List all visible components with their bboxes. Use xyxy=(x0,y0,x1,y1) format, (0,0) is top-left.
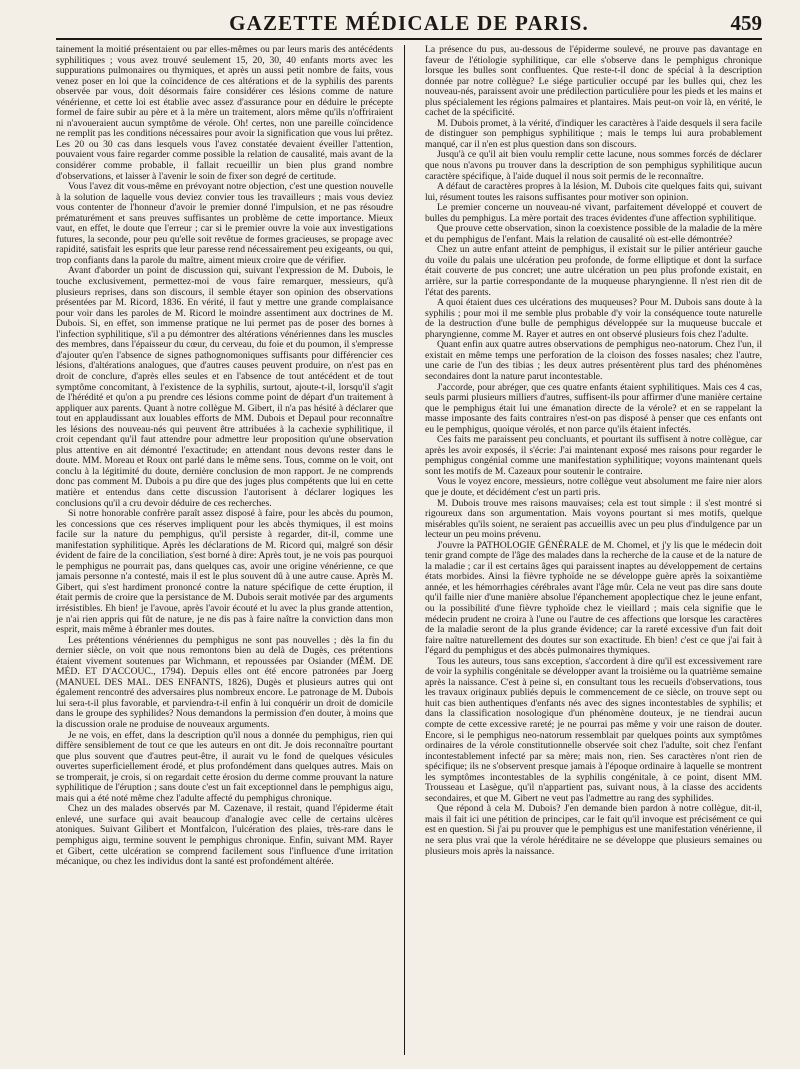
paragraph: J'accorde, pour abréger, que ces quatre enfants étaient syphilitiques. Mais ces 4 cas, seuls parmi plusieurs milliers d'autres, suffisent-ils pour affirmer d'une manière certaine que le pemphigus était lui une émanation directe de la vérole? et en se rappelant la masse imposante des faits contraires n'est-on pas disposé à penser que ces enfants ont eu le pemphigus, quoique vérolés, et non parce qu'ils étaient infectés. xyxy=(425,381,762,435)
paragraph: Vous l'avez dit vous-même en prévoyant notre objection, c'est une question nouvelle à la solution de laquelle vous deviez convier tous les travailleurs ; mais vous deviez vous contenter de l'honneur d'avoir le premier donné l'impulsion, et ne pas résoudre prématurément et sans preuves suffisantes un problème de cette importance. Mieux vaut, en effet, le doute que l'erreur ; car si le premier ouvre la voie aux investigations futures, la seconde, pour peu qu'elle soit revêtue de formes gracieuses, se propage avec rapidité, satisfait les esprits que leur paresse rend nécessairement peu exigeants, ou qui, trop confiants dans la parole du maître, aiment mieux croire que de vérifier. xyxy=(56,181,393,266)
paragraph: Les prétentions vénériennes du pemphigus ne sont pas nouvelles ; dès la fin du dernier siècle, on voit que nous remontons bien au delà de Dugès, ces prétentions étaient vivement soutenues par Wichmann, et repoussées par Osiander (MÉM. DE MÉD. ET D'ACCOUC., 1794). Depuis elles ont été encore patronées par Joerg (MANUEL DES MAL. DES ENFANTS, 1826), Dugès et plusieurs autres qui ont également rencontré des adversaires plus nombreux encore. Le patronage de M. Dubois lui sera-t-il plus favorable, et parviendra-t-il enfin à lui conquérir un droit de domicile dans le groupe des syphilides? Nous demandons la permission d'en douter, à moins que la discussion orale ne produise de nouveaux arguments. xyxy=(56,634,393,730)
paragraph: La présence du pus, au-dessous de l'épiderme soulevé, ne prouve pas davantage en faveur de l'étiologie syphilitique, car elle s'observe dans le pemphigus chronique lorsque les bulles sont confluentes. Que reste-t-il donc de spécial à la description donnée par notre collègue? Le siége particulier occupé par les bulles qui, chez les nouveau-nés, paraissent avoir une prédilection particulière pour les pieds et les mains et plus spécialement les régions palmaires et plantaires. Mais peut-on voir là, en vérité, le cachet de la spécificité. xyxy=(425,45,762,119)
paragraph: Le premier concerne un nouveau-né vivant, parfaitement développé et couvert de bulles du pemphigus. La mère portait des traces évidentes d'une affection syphilitique. xyxy=(425,202,762,224)
article-columns xyxy=(56,45,762,1055)
paragraph: Si notre honorable confrère paraît assez disposé à faire, pour les abcès du poumon, les concessions que ces réserves impliquent pour les abcès thymiques, il est moins facile sur la nature du pemphigus, qu'il persiste à regarder, dit-il, comme une manifestation syphilitique. Après les déclarations de M. Ricord qui, malgré son désir évident de faire de la conciliation, s'est borné à dire: Après tout, je ne vois pas pourquoi le pemphigus ne pourrait pas, dans quelques cas, avoir une origine vénérienne, ce que jamais personne n'a contesté, mais il est le plus souvent dû à une autre cause. Après M. Gibert, qui s'est hardiment prononcé contre la nature spécifique de cette éruption, il était permis de croire que la persistance de M. Dubois serait motivée par des arguments irrésistibles. Eh bien! je l'avoue, après l'avoir écouté et lu avec la plus grande attention, je n'ai rien appris qui fût de nature, je ne dis pas à faire naître la conviction dans mon esprit, mais même à ébranler mes doutes. xyxy=(56,508,393,636)
paragraph: Jusqu'à ce qu'il ait bien voulu remplir cette lacune, nous sommes forcés de déclarer que nous n'avons pu trouver dans la description de son pemphigus syphilitique aucun caractère spécifique, à l'aide duquel il nous soit permis de le reconnaître. xyxy=(425,149,762,182)
page-number: 459 xyxy=(730,11,762,35)
paragraph: J'ouvre la PATHOLOGIE GÉNÉRALE de M. Chomel, et j'y lis que le médecin doit tenir grand compte de l'âge des malades dans la recherche de la cause et de la nature de la maladie ; car il est certains âges qui paraissent inaptes au développement de certains états morbides. Ainsi la fièvre typhoïde ne se développe guère après la soixantième année, et les hémorrhagies cérébrales avant l'âge mûr. Cela ne veut pas dire sans doute qu'il faille nier d'une manière absolue l'épanchement apoplectique chez le jeune enfant, ou la possibilité d'une fièvre typhoïde chez le vieillard ; mais cela signifie que le médecin prudent ne croira à l'une ou l'autre de ces affections que lorsque les caractères de la maladie seront de la plus grande évidence; car la rareté excessive d'un fait doit faire naître naturellement des doutes sur son exactitude. Eh bien! c'est ce que j'ai fait à l'égard du pemphigus et des abcès pulmonaires thymiques. xyxy=(425,539,762,657)
paragraph: Tous les auteurs, tous sans exception, s'accordent à dire qu'il est excessivement rare de voir la syphilis congénitale se développer avant la troisième ou la quatrième semaine après la naissance. C'est à peine si, en consultant tous les recueils d'observations, tous les travaux originaux publiés depuis le commencement de ce siècle, on trouve sept ou huit cas bien authentiques d'enfants nés avec des signes incontestables de syphilis; et dans la classification nosologique d'un phénomène douteux, je ne tiendrai aucun compte de cette excessive rareté; je ne pourrai pas même y voir une raison de douter. Encore, si le pemphigus neo-natorum ressemblait par quelques points aux symptômes ordinaires de la vérole constitutionnelle observée soit chez l'adulte, soit chez l'enfant incontestablement infecté par sa mère; mais non, rien. Ses caractères n'ont rien de spécifique; ils ne s'observent presque jamais à l'époque ordinaire à laquelle se montrent les symptômes incontestables de la syphilis congénitale, à ce point, disent MM. Trousseau et Lasègue, qu'il n'appartient pas, suivant nous, à la classe des accidents secondaires, et que M. Gibert ne veut pas l'admettre au rang des syphilides. xyxy=(425,655,762,804)
paragraph: Que répond à cela M. Dubois? J'en demande bien pardon à notre collègue, dit-il, mais il fait ici une pétition de principes, car le fait qu'il invoque est précisément ce qui est en question. Si j'ai pu prouver que le pemphigus est une manifestation vénérienne, il ne sera plus vrai que la vérole héréditaire ne se développe que plusieurs semaines ou plusieurs mois après la naissance. xyxy=(425,803,762,857)
paragraph: Vous le voyez encore, messieurs, notre collègue veut absolument me faire nier alors que je doute, et décidément c'est un parti pris. xyxy=(425,476,762,498)
left-column xyxy=(56,45,393,1055)
paragraph: Chez un autre enfant atteint de pemphigus, il existait sur le pilier antérieur gauche du voile du palais une ulcération peu profonde, de forme elliptique et dont la surface était couverte de pus concret; une autre ulcération un peu plus profonde existait, en arrière, sur la partie correspondante de la muqueuse pharyngienne. Il n'est rien dit de l'état des parents. xyxy=(425,244,762,298)
paragraph: M. Dubois promet, à la vérité, d'indiquer les caractères à l'aide desquels il sera facile de distinguer son pemphigus syphilitique ; mais le temps lui aura probablement manqué, car il n'en est plus question dans son discours. xyxy=(425,117,762,150)
paragraph: Quant enfin aux quatre autres observations de pemphigus neo-natorum. Chez l'un, il existait en même temps une perforation de la cloison des fosses nasales; chez l'autre, une carie de l'un des tibias ; les deux autres présentèrent plus tard des phénomènes secondaires dont la nature parut incontestable. xyxy=(425,339,762,382)
header-rule xyxy=(56,38,762,40)
right-column xyxy=(425,45,762,1055)
page-header xyxy=(56,10,762,36)
paragraph: Je ne vois, en effet, dans la description qu'il nous a donnée du pemphigus, rien qui diffère sensiblement de tout ce que les auteurs en ont dit. Je dois reconnaître pourtant que plus souvent que d'autres peut-être, il aurait vu le fond de quelques vésicules ouvertes superficiellement érodé, et plus profondément dans quelques autres. Mais on se tromperait, je crois, si on regardait cette érosion du derme comme prouvant la nature syphilitique de l'éruption ; sans doute c'est un fait exceptionnel dans le pemphigus aigu, mais qui a été noté même chez l'adulte affecté du pemphigus chronique. xyxy=(56,729,393,804)
column-divider xyxy=(404,45,405,1055)
paragraph: Avant d'aborder un point de discussion qui, suivant l'expression de M. Dubois, le touche exclusivement, permettez-moi de vous faire remarquer, messieurs, qu'à plusieurs reprises, dans son discours, il semble étayer son opinion des observations présentées par M. Ricord, 1836. En vérité, il faut y mettre une grande complaisance pour voir dans les paroles de M. Ricord le moindre assentiment aux doctrines de M. Dubois. Si, en effet, son immense pratique ne lui permet pas de poser des bornes à l'infection syphilitique, s'il a pu démontrer des altérations vénériennes dans les muscles des membres, dans l'épaisseur du cœur, du cerveau, du foie et du poumon, il s'empresse d'ajouter qu'en l'absence de signes pathognomoniques suffisants pour différencier ces lésions, d'altérations analogues, que d'autres causes peuvent produire, on n'est pas en droit de conclure, d'après elles seules et en l'absence de tout antécédent et de tout symptôme concomitant, à l'existence de la syphilis, surtout, ajoute-t-il, lorsqu'il s'agit de l'hérédité et qu'on a pu prendre ces lésions comme point de départ d'un traitement à appliquer aux parents. Quant à notre collègue M. Gibert, il n'a pas hésité à déclarer que tout en applaudissant aux louables efforts de MM. Dubois et Depaul pour reconnaître les lésions des nouveau-nés qui peuvent être attribuées à la cachexie syphilitique, il croit cependant qu'il faut attendre pour admettre leur proposition qu'une observation plus attentive en ait démontré l'exactitude; en attendant nous devons rester dans le doute. MM. Moreau et Roux ont parlé dans le même sens. Tous, comme on le voit, ont conclu à la légitimité du doute, dernière conclusion de mon rapport. Je ne comprends donc pas comment M. Dubois a pu dire que des juges plus compétents que lui en cette matière et entendus dans cette discussion l'autorisent à déclarer logiques les conclusions qu'il a cru devoir déduire de ces recherches. xyxy=(56,265,393,509)
paragraph: A défaut de caractères propres à la lésion, M. Dubois cite quelques faits qui, suivant lui, résument toutes les raisons suffisantes pour motiver son opinion. xyxy=(425,181,762,203)
paragraph: Ces faits me paraissent peu concluants, et pourtant ils suffisent à notre collègue, car après les avoir exposés, il s'écrie: J'ai maintenant exposé mes raisons pour regarder le pemphigus congénial comme une manifestation syphilitique; voyons maintenant quels sont les motifs de M. Cazeaux pour soutenir le contraire. xyxy=(425,434,762,477)
paragraph: Que prouve cette observation, sinon la coexistence possible de la maladie de la mère et du pemphigus de l'enfant. Mais la relation de causalité où est-elle démontrée? xyxy=(425,223,762,245)
paragraph: A quoi étaient dues ces ulcérations des muqueuses? Pour M. Dubois sans doute à la syphilis ; pour moi il me semble plus probable d'y voir la conséquence toute naturelle de la destruction d'une bulle de pemphigus développée sur la muqueuse buccale et pharyngienne, comme M. Rayer et autres en ont observé plusieurs fois chez l'adulte. xyxy=(425,297,762,340)
journal-title: GAZETTE MÉDICALE DE PARIS. xyxy=(229,11,589,35)
paragraph: Chez un des malades observés par M. Cazenave, il restait, quand l'épiderme était enlevé, une surface qui avait beaucoup d'analogie avec celle de certains ulcères atoniques. Suivant Gilibert et Montfalcon, l'ulcération des plaies, très-rare dans le pemphigus aigu, termine souvent le pemphigus chronique. Enfin, suivant MM. Rayer et Gibert, cette ulcération se comprend facilement sous l'influence d'une irritation mécanique, ou chez les individus dont la santé est profondément altérée. xyxy=(56,803,393,868)
paragraph: tainement la moitié présentaient ou par elles-mêmes ou par leurs maris des antécédents syphilitiques ; vous avez trouvé seulement 15, 20, 30, 40 enfants morts avec les suppurations pulmonaires ou thymiques, et après un aussi petit nombre de faits, vous venez poser en loi que la coïncidence de ces altérations et de la syphilis des parents observée par vous, doit désormais faire considérer ces lésions comme de nature vénérienne, et cette loi est établie avec assez d'assurance pour en déduire le précepte formel de faire subir au père et à la mère un traitement, alors même qu'ils n'offriraient ni n'avoueraient aucun symptôme de vérole. Oh! certes, non une pareille coïncidence ne remplit pas les conditions nécessaires pour avoir la signification que vous lui prêtez. Les 20 ou 30 cas dans lesquels vous l'avez constatée devaient éveiller l'attention, pouvaient vous faire regarder comme possible la relation de causalité, mais avant de la considérer comme probable, il fallait recueillir un bien plus grand nombre d'observations, et laisser à l'avenir le soin de fixer son degré de certitude. xyxy=(56,45,393,182)
paragraph: M. Dubois trouve mes raisons mauvaises; cela est tout simple : il s'est montré si rigoureux dans son argumentation. Mais voyons pourtant si mes motifs, quelque misérables qu'ils soient, ne seraient pas accueillis avec un peu plus d'indulgence par un lecteur un peu moins prévenu. xyxy=(425,497,762,541)
